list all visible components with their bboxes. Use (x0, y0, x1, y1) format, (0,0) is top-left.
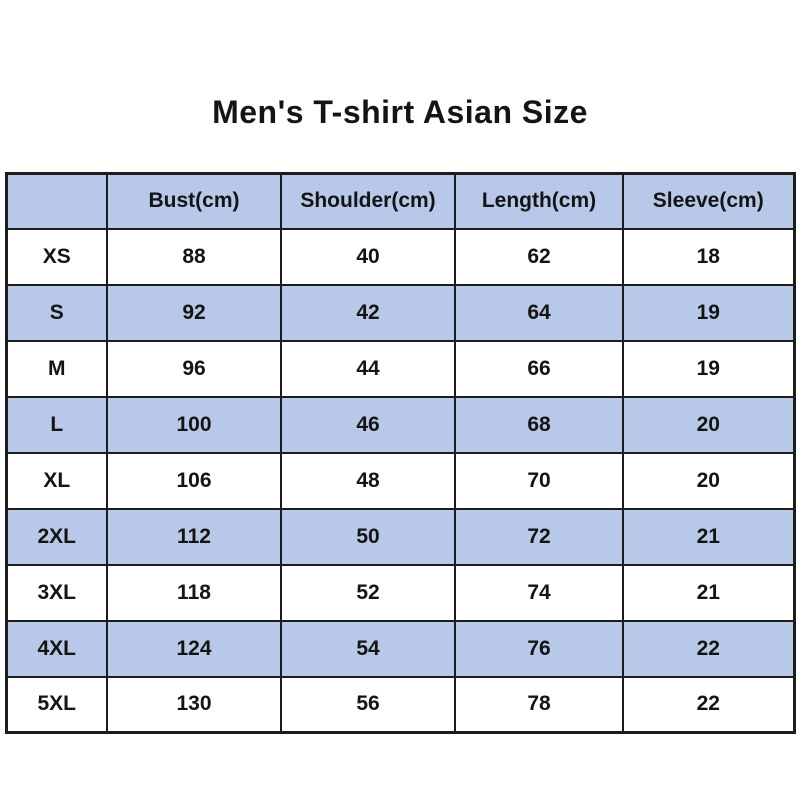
length-cell: 76 (455, 621, 623, 677)
column-header-bust: Bust(cm) (107, 174, 281, 229)
sleeve-cell: 22 (623, 621, 794, 677)
sleeve-cell: 19 (623, 341, 794, 397)
bust-cell: 112 (107, 509, 281, 565)
size-table-header (6, 174, 794, 229)
header-row (6, 174, 794, 229)
size-label-cell: XL (6, 453, 107, 509)
bust-cell: 118 (107, 565, 281, 621)
sleeve-cell: 18 (623, 229, 794, 285)
bust-cell: 92 (107, 285, 281, 341)
bust-cell: 88 (107, 229, 281, 285)
table-row (6, 341, 794, 397)
sleeve-cell: 20 (623, 453, 794, 509)
length-cell: 74 (455, 565, 623, 621)
size-label-cell: 4XL (6, 621, 107, 677)
size-label-cell: M (6, 341, 107, 397)
sleeve-cell: 21 (623, 509, 794, 565)
sleeve-cell: 19 (623, 285, 794, 341)
column-header-sleeve: Sleeve(cm) (623, 174, 794, 229)
bust-cell: 124 (107, 621, 281, 677)
bust-cell: 130 (107, 677, 281, 733)
table-row (6, 565, 794, 621)
table-row (6, 397, 794, 453)
table-row (6, 285, 794, 341)
table-row (6, 621, 794, 677)
length-cell: 66 (455, 341, 623, 397)
sleeve-cell: 21 (623, 565, 794, 621)
table-row (6, 677, 794, 733)
shoulder-cell: 40 (281, 229, 455, 285)
size-label-cell: 5XL (6, 677, 107, 733)
size-label-cell: XS (6, 229, 107, 285)
length-cell: 68 (455, 397, 623, 453)
shoulder-cell: 56 (281, 677, 455, 733)
sleeve-cell: 20 (623, 397, 794, 453)
size-label-cell: L (6, 397, 107, 453)
shoulder-cell: 46 (281, 397, 455, 453)
size-label-cell: 2XL (6, 509, 107, 565)
table-row (6, 509, 794, 565)
column-header-length: Length(cm) (455, 174, 623, 229)
length-cell: 78 (455, 677, 623, 733)
shoulder-cell: 50 (281, 509, 455, 565)
shoulder-cell: 54 (281, 621, 455, 677)
shoulder-cell: 48 (281, 453, 455, 509)
bust-cell: 106 (107, 453, 281, 509)
size-label-cell: S (6, 285, 107, 341)
length-cell: 62 (455, 229, 623, 285)
size-table (5, 172, 796, 734)
size-chart-page (0, 92, 800, 800)
bust-cell: 100 (107, 397, 281, 453)
length-cell: 70 (455, 453, 623, 509)
length-cell: 64 (455, 285, 623, 341)
chart-title: Men's T-shirt Asian Size (212, 94, 588, 130)
shoulder-cell: 42 (281, 285, 455, 341)
table-row (6, 229, 794, 285)
shoulder-cell: 44 (281, 341, 455, 397)
table-row (6, 453, 794, 509)
column-header-shoulder: Shoulder(cm) (281, 174, 455, 229)
bust-cell: 96 (107, 341, 281, 397)
size-table-body (6, 229, 794, 733)
length-cell: 72 (455, 509, 623, 565)
shoulder-cell: 52 (281, 565, 455, 621)
sleeve-cell: 22 (623, 677, 794, 733)
corner-cell (6, 174, 107, 229)
size-label-cell: 3XL (6, 565, 107, 621)
